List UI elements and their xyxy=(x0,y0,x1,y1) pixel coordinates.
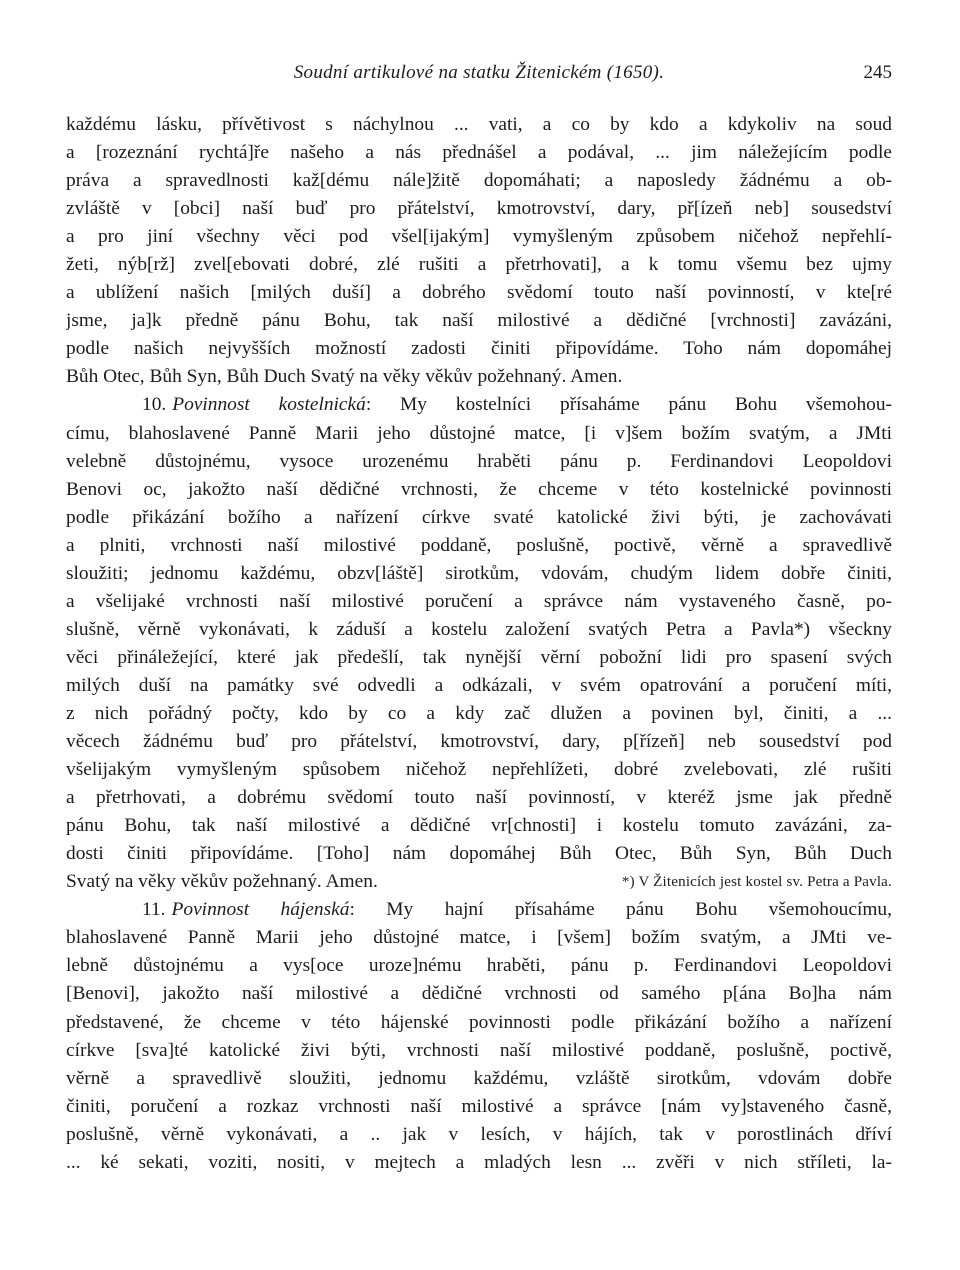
text-line: žeti, nýb[rž] zvel[ebovati dobré, zlé rušiti a přetrhovati], a k tomu všemu bez ujmy xyxy=(66,254,892,276)
text-line: pánu Bohu, tak naší milostivé a dědičné vr[chnosti] i kostelu tomuto zavázáni, za- xyxy=(66,815,892,837)
section-text: : My hajní přísaháme pánu Bohu všemohoucímu, xyxy=(349,899,892,921)
text-line: z nich pořádný počty, kdo by co a kdy zač dlužen a povinen byl, činiti, a ... xyxy=(66,702,892,724)
text-line: a ublížení našich [milých duší] a dobrého svědomí touto naší povinností, v kte[ré xyxy=(66,282,892,304)
text-line: a plniti, vrchnosti naší milostivé poddaně, poslušně, poctivě, věrně a spravedlivě xyxy=(66,534,892,556)
text-line: blahoslavené Panně Marii jeho důstojné matce, i [všem] božím svatým, a JMti ve- xyxy=(66,927,892,949)
running-title: Soudní artikulové na statku Žitenickém (1650). xyxy=(293,62,665,83)
text-line: Benovi oc, jakožto naší dědičné vrchnosti, že chceme v této kostelnické povinnosti xyxy=(66,478,892,500)
text-line: lebně důstojnému a vys[oce uroze]nému hraběti, pánu p. Ferdinandovi Leopoldovi xyxy=(66,955,892,977)
text-line: a [rozeznání rychtá]ře našeho a nás přednášel a podával, ... jim náležejícím podle xyxy=(66,142,892,164)
text-line: [Benovi], jakožto naší milostivé a dědičné vrchnosti od samého p[ána Bo]ha nám xyxy=(66,983,892,1005)
text-line: Bůh Otec, Bůh Syn, Bůh Duch Svatý na věky věkův požehnaný. Amen. xyxy=(66,366,623,388)
section-title: Povinnost hájenská xyxy=(171,899,350,921)
text-line: címu, blahoslavené Panně Marii jeho důstojné matce, [i v]šem božím svatým, a JMti xyxy=(66,422,892,444)
text-line: věcech žádnému buď pro přátelství, kmotrovství, dary, p[řízeň] neb sousedství pod xyxy=(66,731,892,753)
text-line: podle našich nejvyšších možností zadosti činiti připovídáme. Toho nám dopomáhej xyxy=(66,338,892,360)
text-line: práva a spravedlnosti kaž[dému nále]žitě dopomáhati; a naposledy žádnému a ob- xyxy=(66,170,892,192)
text-line: jsme, ja]k předně pánu Bohu, tak naší milostivé a dědičné [vrchnosti] zavázáni, xyxy=(66,310,892,332)
page-header xyxy=(66,62,892,92)
section-10-heading-line xyxy=(66,391,892,419)
text-line: a přetrhovati, a dobrému svědomí touto naší povinností, v kteréž jsme jak předně xyxy=(66,787,892,809)
text-fragment: Svatý na věky věkův požehnaný. Amen. xyxy=(66,871,378,893)
text-line: a všelijaké vrchnosti naší milostivé poručení a správce nám vystaveného časně, po- xyxy=(66,590,892,612)
text-line: poslušně, věrně vykonávati, a .. jak v lesích, v hájích, tak v porostlinách dříví xyxy=(66,1123,892,1145)
text-line: církve [sva]té katolické živi býti, vrchnosti naší milostivé poddaně, poslušně, poctivě, xyxy=(66,1039,892,1061)
text-line: milých duší na památky své odvedli a odkázali, v svém opatrování a poručení míti, xyxy=(66,674,892,696)
text-line: dosti činiti připovídáme. [Toho] nám dopomáhej Bůh Otec, Bůh Syn, Bůh Duch xyxy=(66,843,892,865)
text-line: slušně, věrně vykonávati, k záduší a kostelu založení svatých Petra a Pavla*) všeckny xyxy=(66,618,892,640)
text-line: sloužiti; jednomu každému, obzv[láště] sirotkům, vdovám, chudým lidem dobře činiti, xyxy=(66,562,892,584)
section-title: Povinnost kostelnická xyxy=(172,394,366,416)
text-body xyxy=(66,111,892,1177)
text-line: zvláště v [obci] naší buď pro přátelství, kmotrovství, dary, př[ízeň neb] sousedství xyxy=(66,198,892,220)
text-line: všelijakým vymyšleným spůsobem ničehož nepřehlížeti, dobré zvelebovati, zlé rušiti xyxy=(66,759,892,781)
text-line: věci přináležející, které jak předešlí, tak nynější věrní pobožní lidi pro spasení svých xyxy=(66,646,892,668)
text-line: činiti, poručení a rozkaz vrchnosti naší milostivé a správce [nám vy]staveného časně, xyxy=(66,1095,892,1117)
text-line: věrně a spravedlivě sloužiti, jednomu každému, vzláště sirotkům, vdovám dobře xyxy=(66,1067,892,1089)
text-line: velebně důstojnému, vysoce urozenému hraběti pánu p. Ferdinandovi Leopoldovi xyxy=(66,450,892,472)
page-number: 245 xyxy=(863,62,892,83)
section-number: 10. xyxy=(142,394,167,416)
text-line: ... ké sekati, voziti, nositi, v mejtech a mladých lesn ... zvěři v nich stříleti, la- xyxy=(66,1151,892,1173)
text-line: každému lásku, přívětivost s náchylnou ... vati, a co by kdo a kdykoliv na soud xyxy=(66,114,892,135)
section-text: : My kostelníci přísaháme pánu Bohu všemohou- xyxy=(365,394,892,416)
footnote: *) V Žitenicích jest kostel sv. Petra a Pavla. xyxy=(621,874,892,891)
text-line: a pro jiní všechny věci pod všel[ijakým] vymyšleným způsobem ničehož nepřehlí- xyxy=(66,226,892,248)
section-number: 11. xyxy=(142,899,166,921)
text-line: představené, že chceme v této hájenské povinnosti podle přikázání božího a nařízení xyxy=(66,1011,892,1033)
text-line-with-footnote xyxy=(66,868,892,896)
section-11-heading-line xyxy=(66,896,892,924)
text-line: podle přikázání božího a nařízení církve svaté katolické živi býti, je zachovávati xyxy=(66,506,892,528)
